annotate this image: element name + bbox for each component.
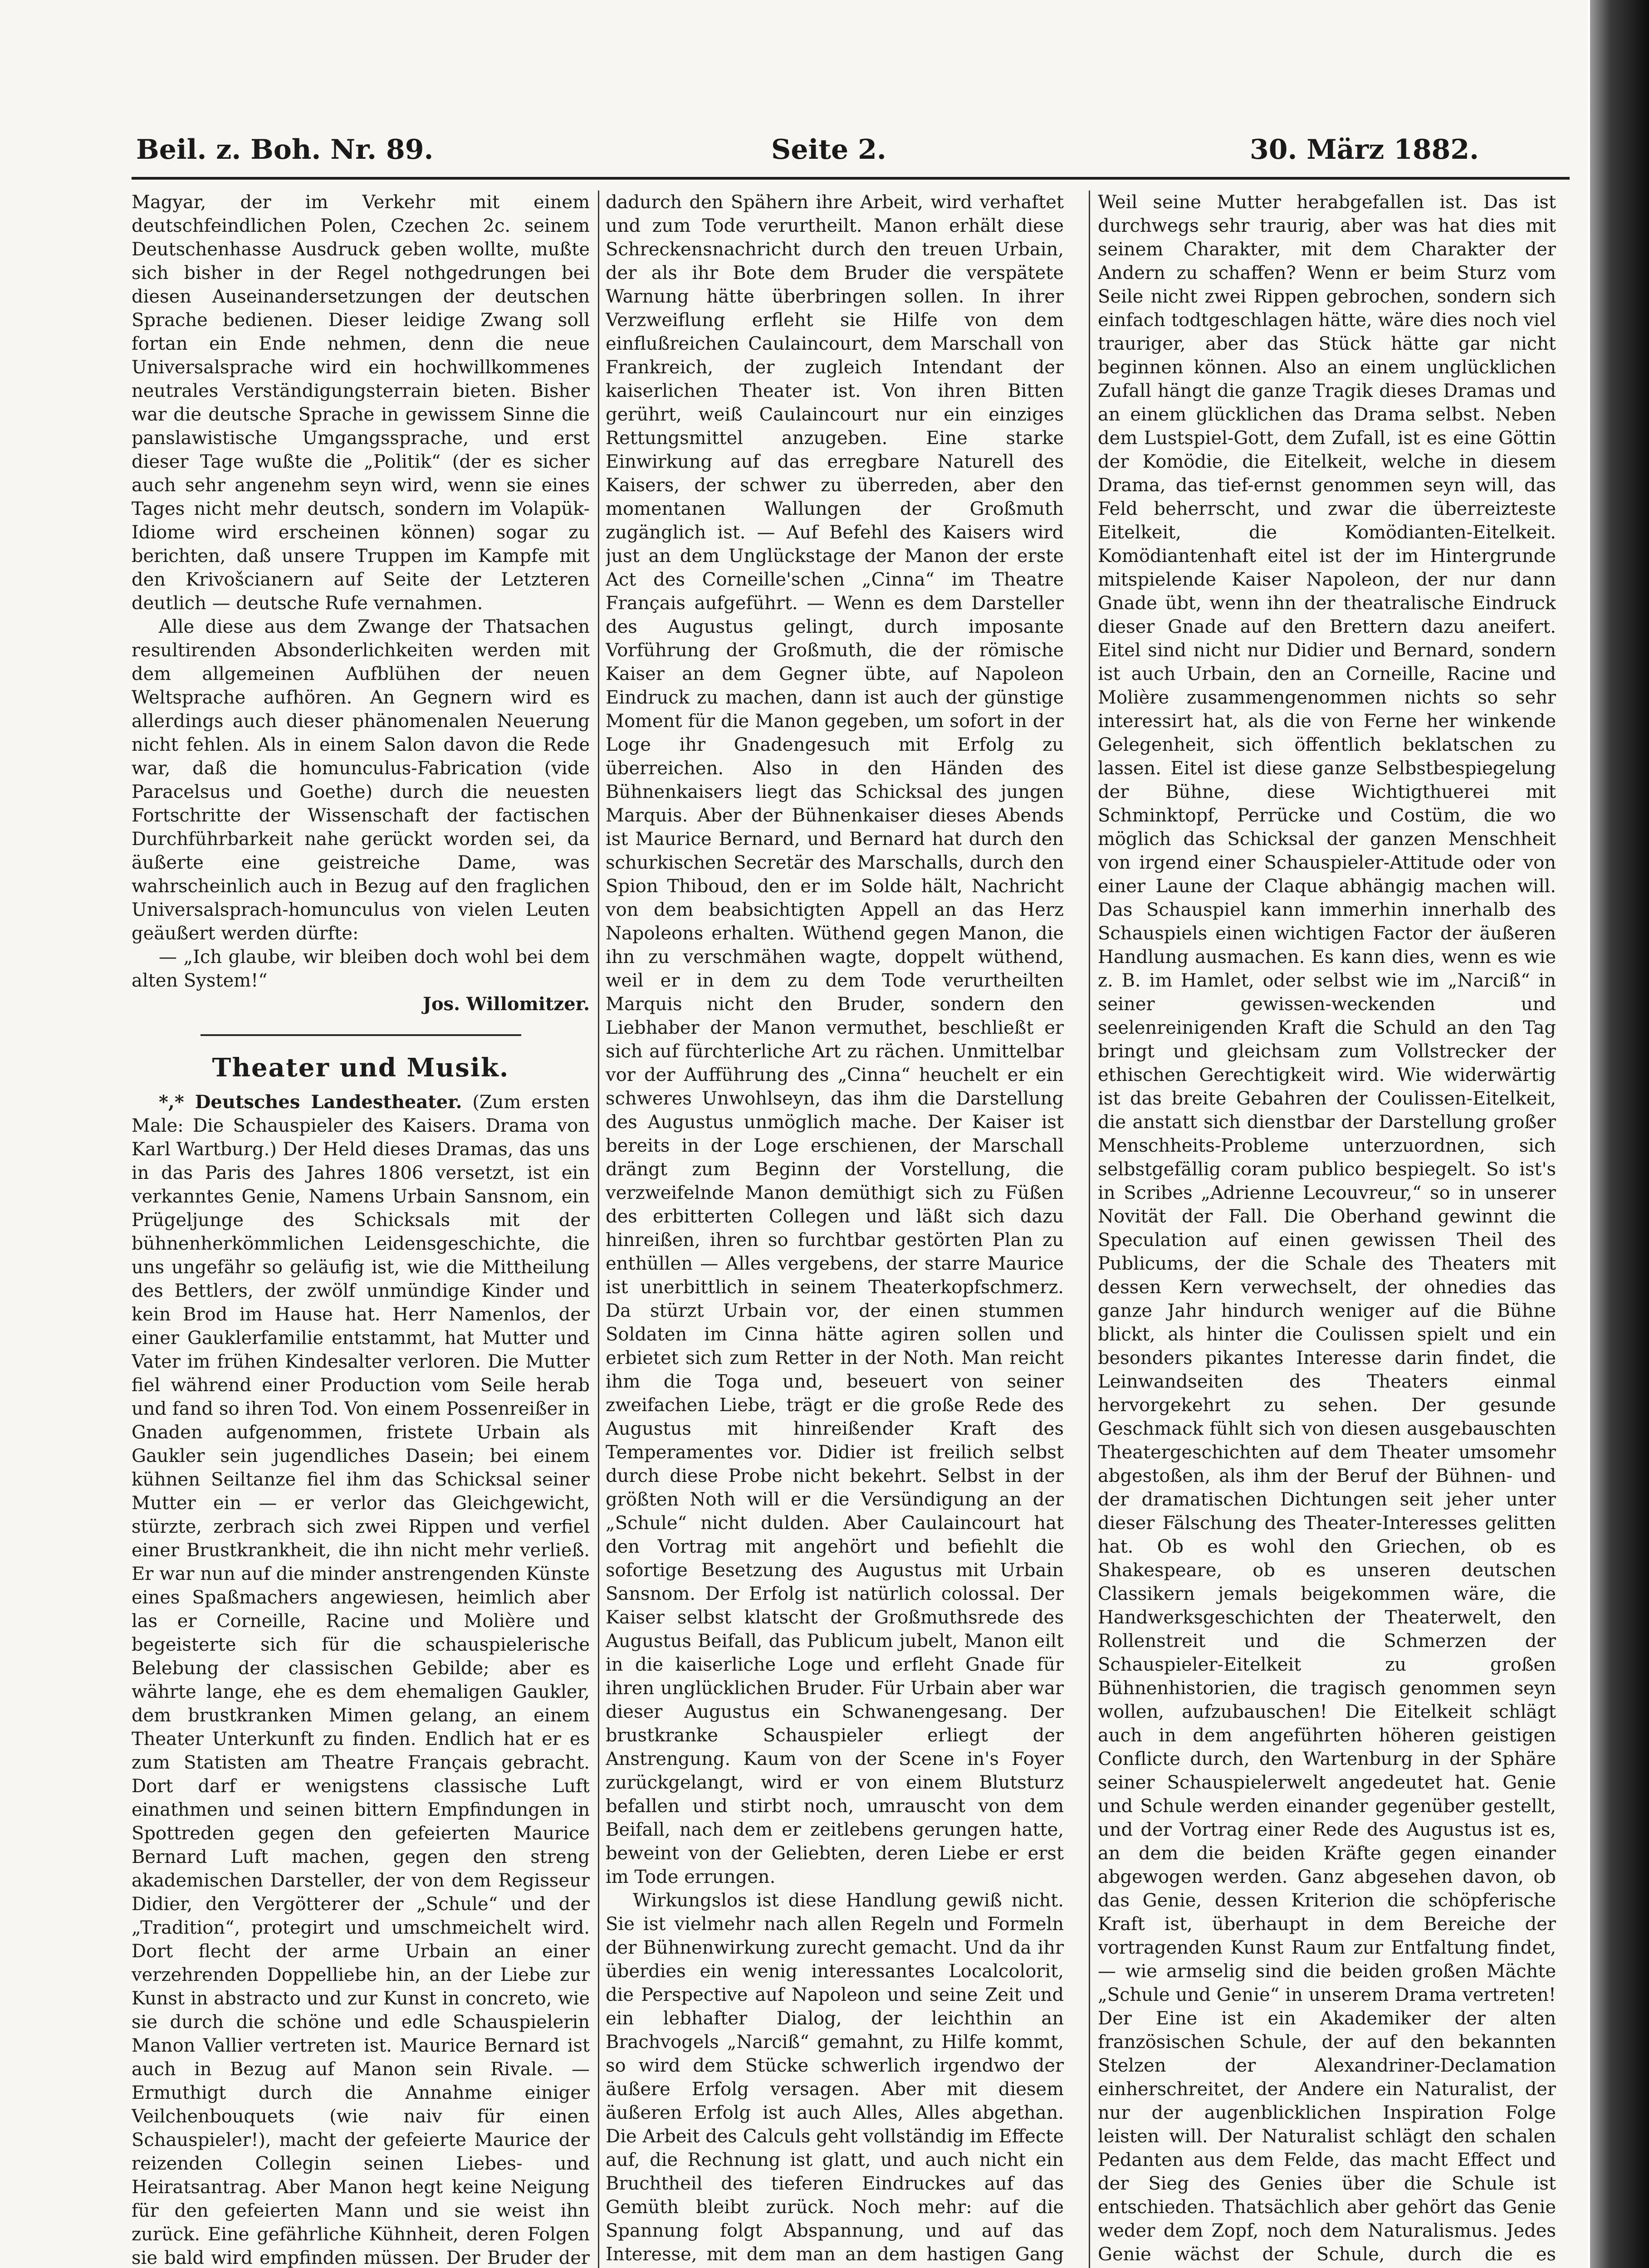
header-rule [132, 177, 1570, 180]
paragraph [132, 1090, 590, 2268]
article-lead: *,* Deutsches Landestheater. [159, 1091, 462, 1113]
paragraph: — „Ich glaube, wir bleiben doch wohl bei dem alten System!“ [132, 947, 590, 991]
section-title: Theater und Musik. [212, 1053, 509, 1083]
section-separator [201, 1034, 521, 1036]
header-issue: Beil. z. Boh. Nr. 89. [136, 134, 434, 166]
column-1 [132, 191, 590, 2268]
scan-edge [1590, 0, 1649, 2268]
paragraph: Wirkungslos ist diese Handlung gewiß nicht. Sie ist vielmehr nach allen Regeln und Formeln der Bühnenwirkung zurecht gemacht. Und da ihr überdies ein wenig interessantes Localcolorit, die Perspective auf Napoleon und seine Zeit und ein lebhafter Dialog, der leichthin an Brachvogels „Narciß“ gemahnt, zu Hilfe kommt, so wird dem Stücke schwerlich irgendwo der äußere Erfolg versagen. Aber mit diesem äußeren Erfolg ist auch Alles, Alles abgethan. Die Arbeit des Calculs geht vollständig im Effecte auf, die Rechnung ist glatt, und auch nicht ein Bruchtheil des tieferen Eindruckes auf das Gemüth bleibt zurück. Noch mehr: auf die Spannung folgt Abspannung, und auf das Interesse, mit dem man an dem hastigen Gang [606, 1890, 1064, 2265]
paragraph: Weil seine Mutter herabgefallen ist. Das ist durchwegs sehr traurig, aber was hat dies mit seinem Charakter, mit dem Charakter der Andern zu schaffen? Wenn er beim Sturz vom Seile nicht zwei Rippen gebrochen, sondern sich einfach todtgeschlagen hätte, wäre dies noch viel trauriger, aber das Stück hätte gar nicht beginnen können. Also an einem unglücklichen Zufall hängt die ganze Tragik dieses Dramas und an einem glücklichen das Drama selbst. Neben dem Lustspiel-Gott, dem Zufall, ist es eine Göttin der Komödie, die Eitelkeit, welche in diesem Drama, das tief-ernst genommen seyn will, das Feld beherrscht, und zwar die überreizteste Eitelkeit, die Komödianten-Eitelkeit. Komödiantenhaft eitel ist der im Hintergrunde mitspielende Kaiser Napoleon, der nur dann Gnade übt, wenn ihn der theatralische Eindruck dieser Gnade auf den Brettern dazu aneifert. Eitel sind nicht nur Didier und Bernard, sondern ist auch Urbain, den an Corneille, Racine und Molière zusammengenommen nichts so sehr interessirt hat, als die von Ferne her winkende Gelegenheit, sich öffentlich beklatschen zu lassen. Eitel ist diese ganze Selbstbespiegelung der Bühne, diese Wichtigthuerei mit Schminktopf, Perrücke und Costüm, die wo möglich das Schicksal der ganzen Menschheit von irgend einer Schauspieler-Attitude oder von einer Laune der Claque abhängig machen will. Das Schauspiel kann immerhin innerhalb des Schauspiels einen wichtigen Factor der äußeren Handlung ausmachen. Es kann dies, wenn es wie z. B. im Hamlet, oder selbst wie im „Narciß“ in seiner gewissen-weckenden und seelenreinigenden Kraft die Schuld an den Tag bringt und gleichsam zum Vollstrecker der ethischen Gerechtigkeit wird. Wie widerwärtig ist das breite Gebahren der Coulissen-Eitelkeit, die anstatt sich dienstbar der Darstellung großer Menschheits-Probleme unterzuordnen, sich selbstgefällig coram publico bespiegelt. So ist's in Scribes „Adrienne Lecouvreur,“ so in unserer Novität der Fall. Die Oberhand gewinnt die Speculation auf einen gewissen Theil des Publicums, der die Schale des Theaters mit dessen Kern verwechselt, der ohnedies das ganze Jahr hindurch weniger auf die Bühne blickt, als hinter die Coulissen spielt und ein besonders pikantes Interesse darin findet, die Leinwandseiten des Theaters einmal hervorgekehrt zu sehen. Der gesunde Geschmack fühlt sich von diesen ausgebauschten Theatergeschichten auf dem Theater umsomehr abgestoßen, als ihm der Beruf der Bühnen- und der dramatischen Dichtungen seit jeher unter dieser Fälschung des Theater-Interesses gelitten hat. Ob es wohl den Griechen, ob es Shakespeare, ob es unseren deutschen Classikern jemals beigekommen wäre, die Handwerksgeschichten der Theaterwelt, den Rollenstreit und die Schmerzen der Schauspieler-Eitelkeit zu großen Bühnenhistorien, die tragisch genommen seyn wollen, aufzubauschen! Die Eitelkeit schlägt auch in dem angeführten höheren geistigen Conflicte durch, den Wartenburg in der Sphäre seiner Schauspielerwelt angedeutet hat. Genie und Schule werden einander gegenüber gestellt, und der Vortrag einer Rede des Augustus ist es, an dem die beiden Kräfte gegen einander abgewogen werden. Ganz abgesehen davon, ob das Genie, dessen Kriterion die schöpferische Kraft ist, überhaupt in dem Bereiche der vortragenden Kunst Raum zur Entfaltung findet, — wie armselig sind die beiden großen Mächte „Schule und Genie“ in unserem Drama vertreten! Der Eine ist ein Akademiker der alten französischen Schule, der auf den bekannten Stelzen der Alexandriner-Declamation einherschreitet, der Andere ein Naturalist, der nur der augenblicklichen Inspiration Folge leisten will. Der Naturalist schlägt den schalen Pedanten aus dem Felde, das macht Effect und der Sieg des Genies über die Schule ist entschieden. Thatsächlich aber gehört das Genie weder dem Zopf, noch dem Naturalismus. Jedes Genie wächst der Schule, durch die es [1098, 192, 1556, 2265]
article-text: (Zum ersten Male: Die Schauspieler des Kaisers. Drama von Karl Wartburg.) Der Held dieses Dramas, das uns in das Paris des Jahres 1806 versetzt, ist ein verkanntes Genie, Namens Urbain Sansnom, ein Prügeljunge des Schicksals mit der bühnenherkömmlichen Leidensgeschichte, die uns ungefähr so geläufig ist, wie die Mittheilung des Bettlers, der zwölf unmündige Kinder und kein Brod im Hause hat. Herr Namenlos, der einer Gauklerfamilie entstammt, hat Mutter und Vater im frühen Kindesalter verloren. Die Mutter fiel während einer Production vom Seile herab und fand so ihren Tod. Von einem Possenreißer in Gnaden aufgenommen, fristete Urbain als Gaukler sein jugendliches Dasein; bei einem kühnen Seiltanze fiel ihm das Schicksal seiner Mutter ein — er verlor das Gleichgewicht, stürzte, zerbrach sich zwei Rippen und verfiel einer Brustkrankheit, die ihn nicht mehr verließ. Er war nun auf die minder anstrengenden Künste eines Spaßmachers angewiesen, heimlich aber las er Corneille, Racine und Molière und begeisterte sich für die schauspielerische Belebung der classischen Gebilde; aber es währte lange, ehe es dem ehemaligen Gaukler, dem brustkranken Mimen gelang, an einem Theater Unterkunft zu finden. Endlich hat er es zum Statisten am Theatre Français gebracht. Dort darf er wenigstens classische Luft einathmen und seinen bittern Empfindungen in Spottreden gegen den gefeierten Maurice Bernard Luft machen, gegen den streng akademischen Darsteller, der von dem Regisseur Didier, den Vergötterer der „Schule“ und der „Tradition“, protegirt und umschmeichelt wird. Dort flecht der arme Urbain an einer verzehrenden Doppelliebe hin, an der Liebe zur Kunst in abstracto und zur Kunst in concreto, wie sie durch die schöne und edle Schauspielerin Manon Vallier vertreten ist. Maurice Bernard ist auch in Bezug auf Manon sein Rivale. — Ermuthigt durch die Annahme einiger Veilchenbouquets (wie naiv für einen Schauspieler!), macht der gefeierte Maurice der reizenden Collegin seinen Liebes- und Heiratsantrag. Aber Manon hegt keine Neigung für den gefeierten Mann und sie weist ihn zurück. Eine gefährliche Kühnheit, deren Folgen sie bald wird empfinden müssen. Der Bruder der [132, 1092, 590, 2268]
column-3 [1098, 191, 1556, 2268]
author-signature: Jos. Willomitzer. [423, 993, 590, 1015]
header-page-number: Seite 2. [771, 134, 886, 166]
header-date: 30. März 1882. [1249, 134, 1479, 166]
column-divider-1 [598, 191, 599, 2268]
paragraph: Alle diese aus dem Zwange der Thatsachen resultirenden Absonderlichkeiten werden mit dem allgemeinen Aufblühen der neuen Weltsprache aufhören. An Gegnern wird es allerdings auch dieser phänomenalen Neuerung nicht fehlen. Als in einem Salon davon die Rede war, daß die homunculus-Fabrication (vide Paracelsus und Goethe) durch die neuesten Fortschritte der Wissenschaft der factischen Durchführbarkeit nahe gerückt worden sei, da äußerte eine geistreiche Dame, was wahrscheinlich auch in Bezug auf den fraglichen Universalsprach-homunculus von vielen Leuten geäußert werden dürfte: [132, 616, 590, 944]
paragraph: Magyar, der im Verkehr mit einem deutschfeindlichen Polen, Czechen 2c. seinem Deutschenhasse Ausdruck geben wollte, mußte sich bisher in der Regel nothgedrungen bei diesen Auseinandersetzungen der deutschen Sprache bedienen. Dieser leidige Zwang soll fortan ein Ende nehmen, denn die neue Universalsprache wird ein hochwillkommenes neutrales Verständigungsterrain bieten. Bisher war die deutsche Sprache in gewissem Sinne die panslawistische Umgangssprache, und erst dieser Tage wußte die „Politik“ (der es sicher auch sehr angenehm seyn wird, wenn sie eines Tages nicht mehr deutsch, sondern im Volapük-Idiome wird erscheinen können) sogar zu berichten, daß unsere Truppen im Kampfe mit den Krivošcianern auf Seite der Letzteren deutlich — deutsche Rufe vernahmen. [132, 192, 590, 614]
column-divider-2 [1089, 191, 1090, 2268]
paragraph: dadurch den Spähern ihre Arbeit, wird verhaftet und zum Tode verurtheilt. Manon erhält diese Schreckensnachricht durch den treuen Urbain, der als ihr Bote dem Bruder die verspätete Warnung hätte überbringen sollen. In ihrer Verzweiflung erfleht sie Hilfe von dem einflußreichen Caulaincourt, dem Marschall von Frankreich, der zugleich Intendant der kaiserlichen Theater ist. Von ihren Bitten gerührt, weiß Caulaincourt nur ein einziges Rettungsmittel anzugeben. Eine starke Einwirkung auf das erregbare Naturell des Kaisers, der schwer zu überreden, aber den momentanen Wallungen der Großmuth zugänglich ist. — Auf Befehl des Kaisers wird just an dem Unglückstage der Manon der erste Act des Corneille'schen „Cinna“ im Theatre Français aufgeführt. — Wenn es dem Darsteller des Augustus gelingt, durch imposante Vorführung der Großmuth, die der römische Kaiser an dem Gegner übte, auf Napoleon Eindruck zu machen, dann ist auch der günstige Moment für die Manon gegeben, um sofort in der Loge ihr Gnadengesuch mit Erfolg zu überreichen. Also in den Händen des Bühnenkaisers liegt das Schicksal des jungen Marquis. Aber der Bühnenkaiser dieses Abends ist Maurice Bernard, und Bernard hat durch den schurkischen Secretär des Marschalls, durch den Spion Thiboud, den er im Solde hält, Nachricht von dem beabsichtigten Appell an das Herz Napoleons erhalten. Wüthend gegen Manon, die ihn zu verschmähen wagte, doppelt wüthend, weil er in dem zu dem Tode verurtheilten Marquis nicht den Bruder, sondern den Liebhaber der Manon vermuthet, beschließt er sich auf fürchterliche Art zu rächen. Unmittelbar vor der Aufführung des „Cinna“ heuchelt er ein schweres Unwohlseyn, das ihm die Darstellung des Augustus unmöglich mache. Der Kaiser ist bereits in der Loge erschienen, der Marschall drängt zum Beginn der Vorstellung, die verzweifelnde Manon demüthigt sich zu Füßen des erbitterten Collegen und läßt sich dazu hinreißen, ihren so furchtbar gestörten Plan zu enthüllen — Alles vergebens, der starre Maurice ist unerbittlich in seinem Theaterkopfschmerz. Da stürzt Urbain vor, der einen stummen Soldaten im Cinna hätte agiren sollen und erbietet sich zum Retter in der Noth. Man reicht ihm die Toga und, beseuert von seiner zweifachen Liebe, trägt er die große Rede des Augustus mit hinreißender Kraft des Temperamentes vor. Didier ist freilich selbst durch diese Probe nicht bekehrt. Selbst in der größten Noth will er die Versündigung an der „Schule“ nicht dulden. Aber Caulaincourt hat den Vortrag mit angehört und befiehlt die sofortige Besetzung des Augustus mit Urbain Sansnom. Der Erfolg ist natürlich colossal. Der Kaiser selbst klatscht der Großmuthsrede des Augustus Beifall, das Publicum jubelt, Manon eilt in die kaiserliche Loge und erfleht Gnade für ihren unglücklichen Bruder. Für Urbain aber war dieser Augustus ein Schwanengesang. Der brustkranke Schauspieler erliegt der Anstrengung. Kaum von der Scene in's Foyer zurückgelangt, wird er von einem Blutsturz befallen und stirbt noch, umrauscht von dem Beifall, nach dem er zeitlebens gerungen hatte, beweint von der Geliebten, deren Liebe er erst im Tode errungen. [606, 192, 1064, 1887]
column-2 [606, 191, 1064, 2268]
